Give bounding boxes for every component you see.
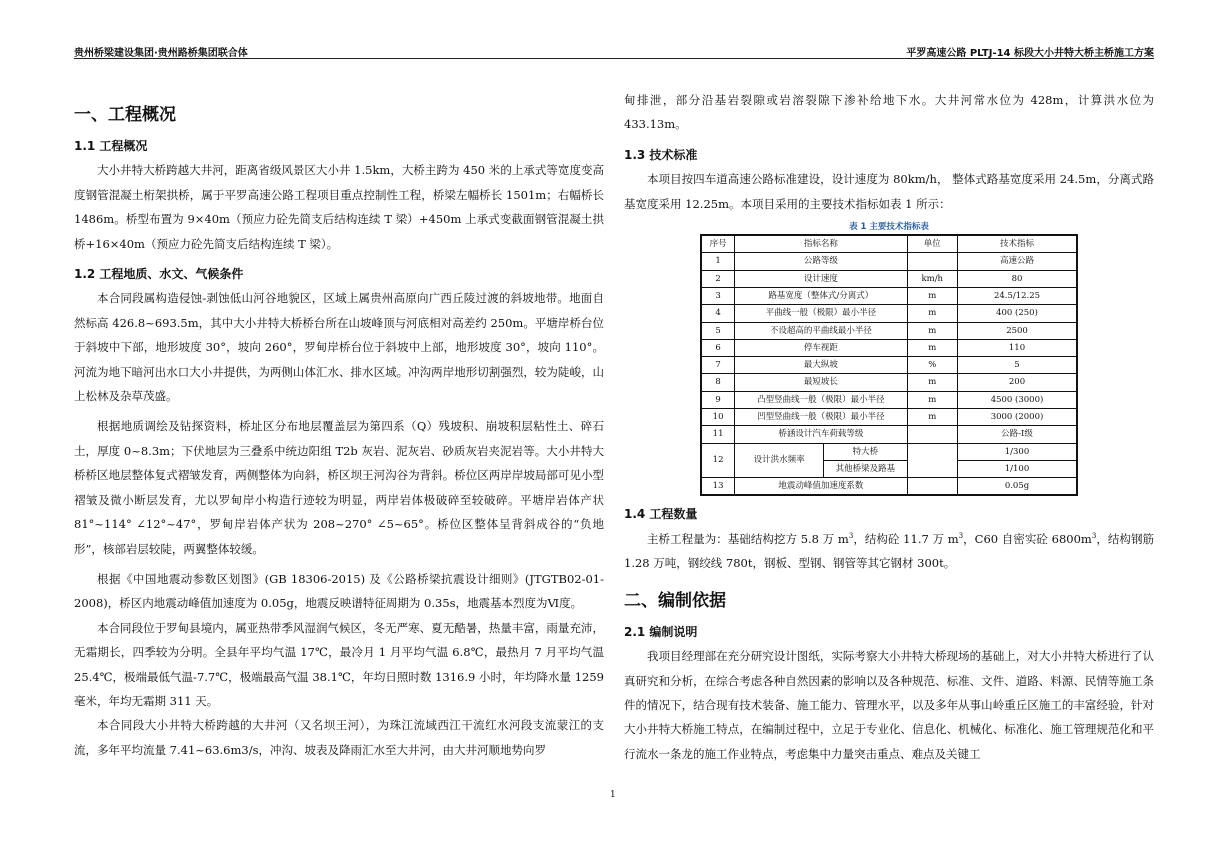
superscript: 3	[848, 532, 854, 541]
table-cell: 地震动峰值加速度系数	[735, 478, 907, 496]
text-run: ，结构钢筋 1.28 万吨，钢绞线 780t，钢板、型钢、钢管等其它钢材 300t。	[624, 531, 1154, 571]
table-cell: 凹型竖曲线一般（极限）最小半径	[735, 409, 907, 426]
table-cell	[907, 443, 958, 478]
header-cell: 技术指标	[958, 235, 1077, 253]
table-cell: 0.05g	[958, 478, 1077, 496]
table-cell: m	[907, 322, 958, 339]
section-1-2-paragraph-2: 根据地质调绘及钻探资料，桥址区分布地层覆盖层为第四系（Q）残坡积、崩坡积层粘性土、碎石土，厚度 0~8.3m；下伏地层为三叠系中统边阳组 T2b 灰岩、泥灰岩、砂质灰岩夹泥岩等。大小井特大桥桥区地层整体复式褶皱发育，两侧整体为向斜，桥区坝王河沟谷为背斜。桥位区两岸岸坡局部可见小型褶皱及微小断层发育，尤以罗甸岸小构造行迹较为明显，两岸岩体极破碎至较破碎。平塘岸岩体产状 81°~114° ∠12°~47°，罗甸岸岩体产状为 208~270° ∠5~65°。桥位区整体呈背斜成谷的“负地形”，核部岩层较陡，两翼整体较缓。	[74, 419, 604, 556]
right-column	[624, 88, 1154, 766]
table-cell: 24.5/12.25	[958, 287, 1077, 304]
left-column	[74, 86, 604, 762]
table-row	[701, 357, 1077, 374]
table-cell: 110	[958, 339, 1077, 356]
table-cell: 5	[701, 322, 735, 339]
table-cell: 其他桥梁及路基	[835, 464, 896, 475]
table-row	[701, 339, 1077, 356]
table-cell: 4500 (3000)	[958, 391, 1077, 408]
table-cell: 1	[701, 253, 735, 270]
section-1-2-heading: 1.2 工程地质、水文、气候条件	[74, 267, 244, 282]
table-cell: 路基宽度（整体式/分离式）	[735, 287, 907, 304]
table-cell: 3000 (2000)	[958, 409, 1077, 426]
table-header-row	[701, 235, 1077, 253]
table-cell	[907, 478, 958, 496]
technical-indicators-table	[700, 234, 1078, 496]
table-cell: m	[907, 374, 958, 391]
section-2-1-paragraph: 我项目经理部在充分研究设计图纸，实际考察大小井特大桥现场的基础上，对大小井特大桥进行了认真研究和分析，在综合考虑各种自然因素的影响以及各种规范、标准、文件、道路、料源、民情等施工条件的情况下，结合现有技术装备、施工能力、管理水平，以及多年从事山岭重丘区施工的丰富经验，针对大小井特大桥施工特点，在编制过程中，立足于专业化、信息化、机械化、标准化、施工管理规范化和平行流水一条龙的施工作业特点，考虑集中力量突击重点、难点及关键工	[624, 649, 1154, 761]
header-right: 平罗高速公路 PLTJ-14 标段大小井特大桥主桥施工方案	[906, 48, 1154, 59]
section-1-2-paragraph-1: 本合同段属构造侵蚀-剥蚀低山河谷地貌区，区域上属贵州高原向广西丘陵过渡的斜坡地带。地面自然标高 426.8~693.5m，其中大小井特大桥桥台所在山坡峰顶与河底相对高差约 250m。平塘岸桥台位于斜坡中下部，地形坡度 30°，坡向 260°，罗甸岸桥台位于斜坡中上部，地形坡度 30°，坡向 110°。河流为地下暗河出水口大小井提供，为两侧山体汇水、排水区域。冲沟两岸地形切割强烈，较为陡峻，山上松林及杂草茂盛。	[74, 291, 604, 404]
section-2-heading: 二、编制依据	[624, 590, 726, 611]
table-cell: 1/100	[958, 460, 1077, 477]
table-cell: 5	[958, 357, 1077, 374]
section-1-2-paragraph-5: 本合同段大小井特大桥跨越的大井河（又名坝王河），为珠江流域西江干流红水河段支流蒙江的支流，多年平均流量 7.41~63.6m3/s，冲沟、坡表及降雨汇水至大井河，由大井河顺地势向罗	[74, 718, 604, 757]
table-row	[701, 426, 1077, 443]
table-row	[701, 287, 1077, 304]
table-cell: 设计速度	[735, 270, 907, 287]
section-1-4-heading: 1.4 工程数量	[624, 507, 698, 522]
table-cell: km/h	[907, 270, 958, 287]
table-cell: 80	[958, 270, 1077, 287]
table-cell: 13	[701, 478, 735, 496]
table-cell: 9	[701, 391, 735, 408]
table-cell: 11	[701, 426, 735, 443]
table-cell: 1/300	[958, 443, 1077, 460]
table-cell: 10	[701, 409, 735, 426]
section-2-1-heading: 2.1 编制说明	[624, 624, 698, 639]
table-cell: m	[907, 391, 958, 408]
table-row	[701, 409, 1077, 426]
table-cell: 停车视距	[735, 339, 907, 356]
text-run: ，C60 自密实砼 6800m	[963, 531, 1092, 546]
section-1-2-paragraph-4: 本合同段位于罗甸县境内，属亚热带季风湿润气候区，冬无严寒、夏无酷暑，热量丰富，雨量充沛，无霜期长，四季较为分明。全县年平均气温 17℃，最冷月 1 月平均气温 6.8℃，最热月 7 月平均气温 25.4℃，极端最低气温-7.7℃，极端最高气温 38.1℃，年均日照时数 1316.9 小时，年均降水量 1259 毫米，年均无霜期 311 天。	[74, 620, 604, 708]
table-cell: 8	[701, 374, 735, 391]
table-cell: 高速公路	[958, 253, 1077, 270]
table-cell	[907, 253, 958, 270]
table-row	[701, 374, 1077, 391]
table-cell: 平曲线一般（极限）最小半径	[735, 305, 907, 322]
header-left: 贵州桥梁建设集团·贵州路桥集团联合体	[74, 48, 248, 59]
table-caption: 表 1 主要技术指标表	[849, 222, 929, 233]
table-cell: 最大纵坡	[735, 357, 907, 374]
table-cell: m	[907, 339, 958, 356]
table-cell: 公路等级	[735, 253, 907, 270]
table-cell: 7	[701, 357, 735, 374]
header-cell: 序号	[701, 235, 735, 253]
section-1-1-paragraph: 大小井特大桥跨越大井河，距离省级风景区大小井 1.5km，大桥主跨为 450 米的上承式等宽度变高度钢管混凝土桁架拱桥，属于平罗高速公路工程项目重点控制性工程，桥梁左幅桥长 1501m；右幅桥长 1486m。桥型布置为 9×40m（预应力砼先简支后结构连续 T 梁）+450m 上承式变截面钢管混凝土拱桥+16×40m（预应力砼先简支后结构连续 T 梁）。	[74, 163, 604, 251]
table-cell: 设计洪水频率	[735, 444, 824, 477]
table-cell: 特大桥	[824, 444, 906, 461]
section-1-1-heading: 1.1 工程概况	[74, 139, 148, 153]
table-cell: m	[907, 409, 958, 426]
section-1-2-paragraph-3: 根据《中国地震动参数区划图》(GB 18306-2015) 及《公路桥梁抗震设计细则》(JTGTB02-01-2008)，桥区内地震动峰值加速度为 0.05g，地震反映谱特征周期为 0.35s，地震基本烈度为Ⅵ度。	[74, 571, 604, 611]
text-run: ，结构砼 11.7 万 m	[853, 531, 959, 546]
section-1-3-heading: 1.3 技术标准	[624, 147, 698, 162]
table-row-13	[701, 478, 1077, 496]
table-cell: 6	[701, 339, 735, 356]
header-cell: 单位	[907, 235, 958, 253]
table-cell: 200	[958, 374, 1077, 391]
text-run: 主桥工程量为：基础结构挖方 5.8 万 m	[647, 531, 849, 546]
table-row	[701, 322, 1077, 339]
table-cell: 2	[701, 270, 735, 287]
table-row-12a	[701, 443, 1077, 460]
table-cell: 凸型竖曲线一般（极限）最小半径	[735, 391, 907, 408]
table-cell: 不设超高的平曲线最小半径	[735, 322, 907, 339]
section-1-heading: 一、工程概况	[74, 105, 176, 125]
table-cell: m	[907, 305, 958, 322]
section-1-4-paragraph	[624, 527, 1154, 576]
table-cell: 2500	[958, 322, 1077, 339]
table-row	[701, 391, 1077, 408]
header-cell: 指标名称	[735, 235, 907, 253]
table-cell: %	[907, 357, 958, 374]
table-cell: 400 (250)	[958, 305, 1077, 322]
table-row	[701, 253, 1077, 270]
section-1-3-paragraph: 本项目按四车道高速公路标准建设，设计速度为 80km/h， 整体式路基宽度采用 24.5m，分离式路基宽度采用 12.25m。本项目采用的主要技术指标如表 1 所示：	[624, 172, 1154, 211]
superscript: 3	[958, 532, 964, 541]
header-rule	[74, 58, 1154, 59]
superscript: 3	[1091, 532, 1097, 541]
page-number: 1	[610, 790, 616, 800]
table-cell: 4	[701, 305, 735, 322]
table-row	[701, 270, 1077, 287]
table-cell: 最短坡长	[735, 374, 907, 391]
continued-paragraph: 甸排泄，部分沿基岩裂隙或岩溶裂隙下渗补给地下水。大井河常水位为 428m，计算洪水位为 433.13m。	[624, 93, 1154, 132]
table-cell: 3	[701, 287, 735, 304]
table-cell-split	[735, 443, 907, 478]
table-row	[701, 305, 1077, 322]
table-cell: m	[907, 287, 958, 304]
table-cell	[907, 426, 958, 443]
table-cell: 公路-Ⅰ级	[958, 426, 1077, 443]
table-cell: 12	[701, 443, 735, 478]
table-cell: 桥涵设计汽车荷载等级	[735, 426, 907, 443]
